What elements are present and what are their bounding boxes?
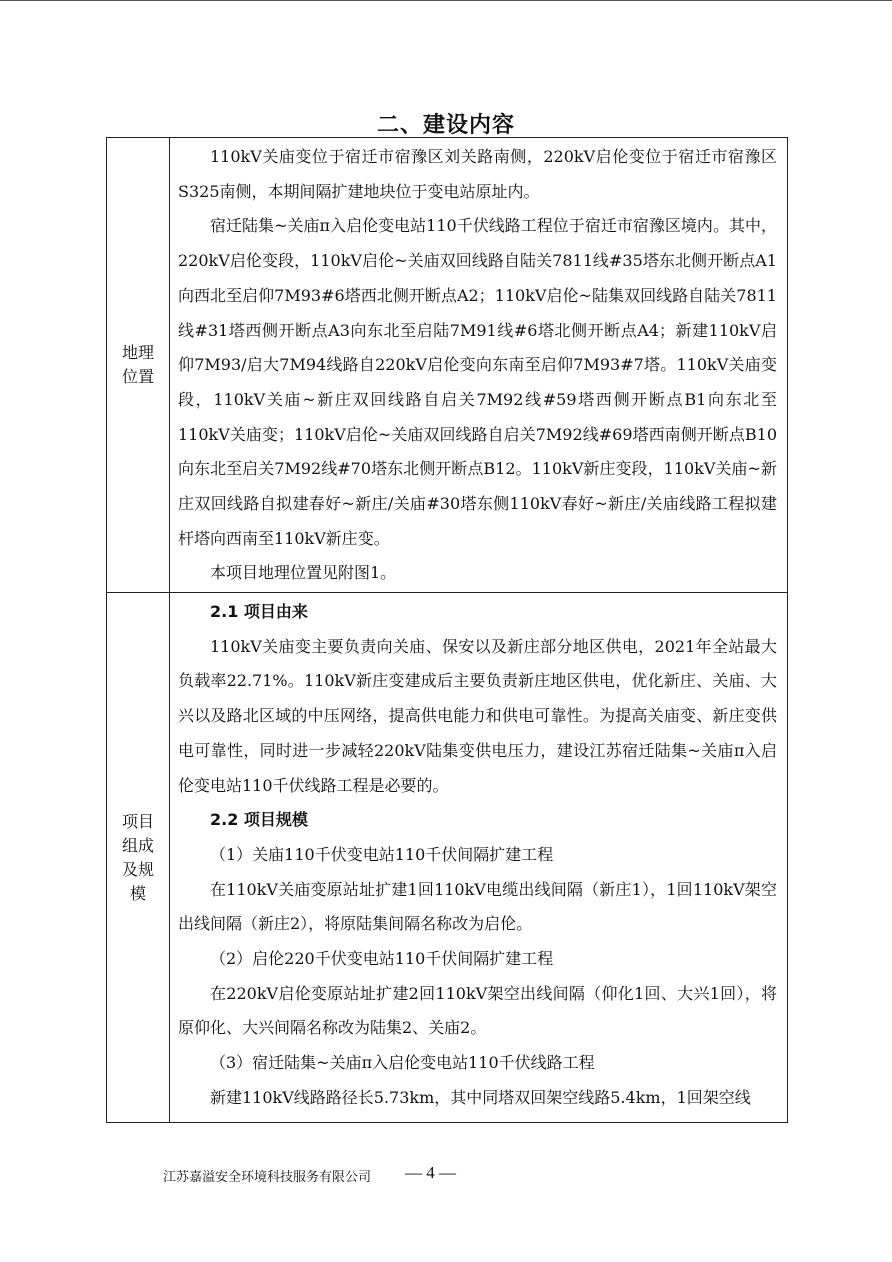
row-label-composition [107,593,170,1123]
paragraph: 新建110kV线路路径长5.73km，其中同塔双回架空线路5.4km，1回架空线 [210,1087,751,1107]
label-line: 位置 [121,367,154,386]
paragraph: 110kV关庙变主要负责向关庙、保安以及新庄部分地区供电，2021年全站最大负载率22.71%。110kV新庄变建成后主要负责新庄地区供电，优化新庄、关庙、大兴以及路北区域的中压网络，提高供电能力和供电可靠性。为提高关庙变、新庄变供电可靠性，同时进一步减轻220kV陆集变供电压力，建设江苏宿迁陆集~关庙π入启伦变电站110千伏线路工程是必要的。 [178,636,777,795]
label-line: 及规 [121,859,154,879]
list-item: （2）启伦220千伏变电站110千伏间隔扩建工程 [210,949,554,969]
list-item: （3）宿迁陆集~关庙π入启伦变电站110千伏线路工程 [210,1053,595,1073]
paragraph: 在110kV关庙变原站址扩建1回110kV电缆出线间隔（新庄1），1回110kV架空出线间隔（新庄2），将原陆集间隔名称改为启伦。 [178,879,777,934]
subheading: 2.1 项目由来 [210,602,308,621]
page-number: — 4 — [405,1163,456,1182]
label-line: 模 [129,883,146,903]
footer-company: 江苏嘉溢安全环境科技服务有限公司 [163,1170,372,1185]
subheading: 2.2 项目规模 [210,810,308,830]
top-border-line [0,0,892,1]
composition-content [170,593,788,1123]
content-table [106,137,788,1123]
label-line: 组成 [121,835,154,855]
paragraph: 本项目地理位置见附图1。 [210,563,397,583]
label-line: 项目 [121,811,154,831]
row-label-location [107,138,170,593]
label-line: 地理 [121,343,154,362]
paragraph: 在220kV启伦变原站址扩建2回110kV架空出线间隔（仰化1回、大兴1回），将原仰化、大兴间隔名称改为陆集2、关庙2。 [178,983,777,1038]
table-row-composition [107,593,788,1123]
paragraph: 宿迁陆集~关庙π入启伦变电站110千伏线路工程位于宿迁市宿豫区境内。其中，220kV启伦变段，110kV启伦~关庙双回线路自陆关7811线#35塔东北侧开断点A1向西北至启仰7M93#6塔西北侧开断点A2；110kV启伦~陆集双回线路自陆关7811线#31塔西侧开断点A3向东北至启陆7M91线#6塔北侧开断点A4；新建110kV启仰7M93/启大7M94线路自220kV启伦变向东南至启仰7M93#7塔。110kV关庙变段，110kV关庙~新庄双回线路自启关7M92线#59塔西侧开断点B1向东北至110kV关庙变；110kV启伦~关庙双回线路自启关7M92线#69塔西南侧开断点B10向东北至启关7M92线#70塔东北侧开断点B12。110kV新庄变段，110kV关庙~新庄双回线路自拟建春好~新庄/关庙#30塔东侧110kV春好~新庄/关庙线路工程拟建杆塔向西南至110kV新庄变。 [178,216,777,548]
table-row-location [107,138,788,593]
list-item: （1）关庙110千伏变电站110千伏间隔扩建工程 [210,844,554,864]
section-title: 二、建设内容 [376,113,515,138]
location-content [170,138,788,593]
paragraph: 110kV关庙变位于宿迁市宿豫区刘关路南侧，220kV启伦变位于宿迁市宿豫区S325南侧，本期间隔扩建地块位于变电站原址内。 [178,147,777,201]
